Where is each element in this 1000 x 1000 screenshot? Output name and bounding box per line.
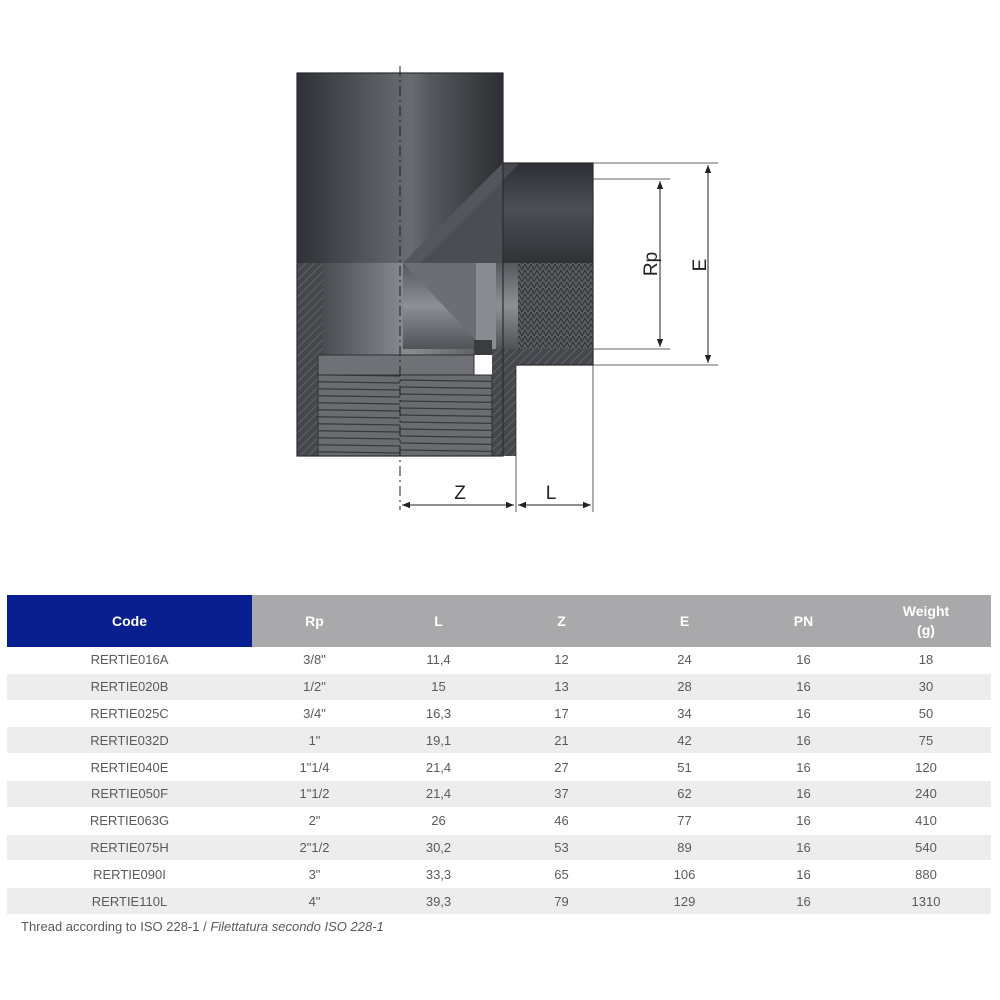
cell-l: 21,4	[377, 754, 500, 781]
dimension-l-label: L	[545, 483, 557, 504]
cell-z: 79	[500, 888, 623, 915]
table-row	[7, 754, 991, 781]
table-row	[7, 700, 991, 727]
cell-pn: 16	[746, 700, 861, 727]
table-row	[7, 727, 991, 754]
cell-weight: 880	[861, 861, 991, 888]
cell-e: 106	[623, 861, 746, 888]
cell-code: RERTIE032D	[7, 727, 252, 754]
cell-z: 13	[500, 673, 623, 700]
cell-rp: 1"	[252, 727, 377, 754]
table-row	[7, 647, 991, 673]
cell-z: 53	[500, 834, 623, 861]
cell-rp: 3/4"	[252, 700, 377, 727]
tee-branch-body	[503, 163, 593, 263]
table-row	[7, 861, 991, 888]
cell-weight: 410	[861, 807, 991, 834]
table-header-row	[7, 595, 991, 647]
cell-z: 27	[500, 754, 623, 781]
table-row	[7, 673, 991, 700]
cell-pn: 16	[746, 673, 861, 700]
spec-table	[7, 595, 991, 915]
footnote-text: Thread according to ISO 228-1 /	[21, 919, 211, 934]
cell-l: 16,3	[377, 700, 500, 727]
cell-e: 42	[623, 727, 746, 754]
cell-pn: 16	[746, 780, 861, 807]
cell-z: 12	[500, 647, 623, 673]
cell-pn: 16	[746, 888, 861, 915]
dimension-z-label: Z	[454, 483, 466, 504]
header-l: L	[377, 595, 500, 647]
cell-rp: 2"1/2	[252, 834, 377, 861]
cell-pn: 16	[746, 834, 861, 861]
cell-l: 39,3	[377, 888, 500, 915]
cell-pn: 16	[746, 861, 861, 888]
cell-code: RERTIE110L	[7, 888, 252, 915]
cell-code: RERTIE063G	[7, 807, 252, 834]
cell-weight: 120	[861, 754, 991, 781]
table-row	[7, 807, 991, 834]
cell-weight: 1310	[861, 888, 991, 915]
cell-l: 21,4	[377, 780, 500, 807]
cell-e: 77	[623, 807, 746, 834]
cell-weight: 75	[861, 727, 991, 754]
dimension-rp-label: Rp	[641, 251, 662, 277]
cell-e: 28	[623, 673, 746, 700]
header-weight-label: Weight	[902, 603, 950, 619]
dimension-e-label: E	[690, 258, 711, 272]
cell-z: 21	[500, 727, 623, 754]
cell-rp: 3"	[252, 861, 377, 888]
cell-z: 65	[500, 861, 623, 888]
tee-branch-wall-bottom	[492, 349, 593, 365]
cell-l: 26	[377, 807, 500, 834]
header-rp: Rp	[252, 595, 377, 647]
cell-z: 37	[500, 780, 623, 807]
cell-rp: 1"1/4	[252, 754, 377, 781]
cell-e: 51	[623, 754, 746, 781]
footnote-italic: Filettatura secondo ISO 228-1	[210, 919, 384, 934]
cell-pn: 16	[746, 754, 861, 781]
cell-z: 46	[500, 807, 623, 834]
cell-l: 33,3	[377, 861, 500, 888]
cell-rp: 3/8"	[252, 647, 377, 673]
cell-code: RERTIE090I	[7, 861, 252, 888]
cell-l: 15	[377, 673, 500, 700]
cell-pn: 16	[746, 647, 861, 673]
cell-l: 11,4	[377, 647, 500, 673]
cell-code: RERTIE040E	[7, 754, 252, 781]
cell-weight: 50	[861, 700, 991, 727]
cell-l: 19,1	[377, 727, 500, 754]
cell-rp: 2"	[252, 807, 377, 834]
cell-e: 24	[623, 647, 746, 673]
tee-main-thread	[318, 375, 492, 456]
cell-rp: 4"	[252, 888, 377, 915]
cell-e: 89	[623, 834, 746, 861]
table-row	[7, 888, 991, 915]
header-pn: PN	[746, 595, 861, 647]
cell-e: 34	[623, 700, 746, 727]
cell-l: 30,2	[377, 834, 500, 861]
cell-z: 17	[500, 700, 623, 727]
header-e: E	[623, 595, 746, 647]
cell-pn: 16	[746, 727, 861, 754]
cell-code: RERTIE025C	[7, 700, 252, 727]
table-row	[7, 780, 991, 807]
cell-e: 129	[623, 888, 746, 915]
header-weight-unit: (g)	[917, 622, 935, 638]
cell-weight: 30	[861, 673, 991, 700]
cell-e: 62	[623, 780, 746, 807]
cell-weight: 18	[861, 647, 991, 673]
cell-code: RERTIE016A	[7, 647, 252, 673]
cell-rp: 1"1/2	[252, 780, 377, 807]
footnote	[21, 919, 384, 934]
header-z: Z	[500, 595, 623, 647]
cell-code: RERTIE075H	[7, 834, 252, 861]
cell-pn: 16	[746, 807, 861, 834]
table-row	[7, 834, 991, 861]
cell-code: RERTIE050F	[7, 780, 252, 807]
cell-code: RERTIE020B	[7, 673, 252, 700]
cell-weight: 240	[861, 780, 991, 807]
cell-weight: 540	[861, 834, 991, 861]
cell-rp: 1/2"	[252, 673, 377, 700]
header-code: Code	[7, 595, 252, 647]
header-weight	[861, 595, 991, 647]
